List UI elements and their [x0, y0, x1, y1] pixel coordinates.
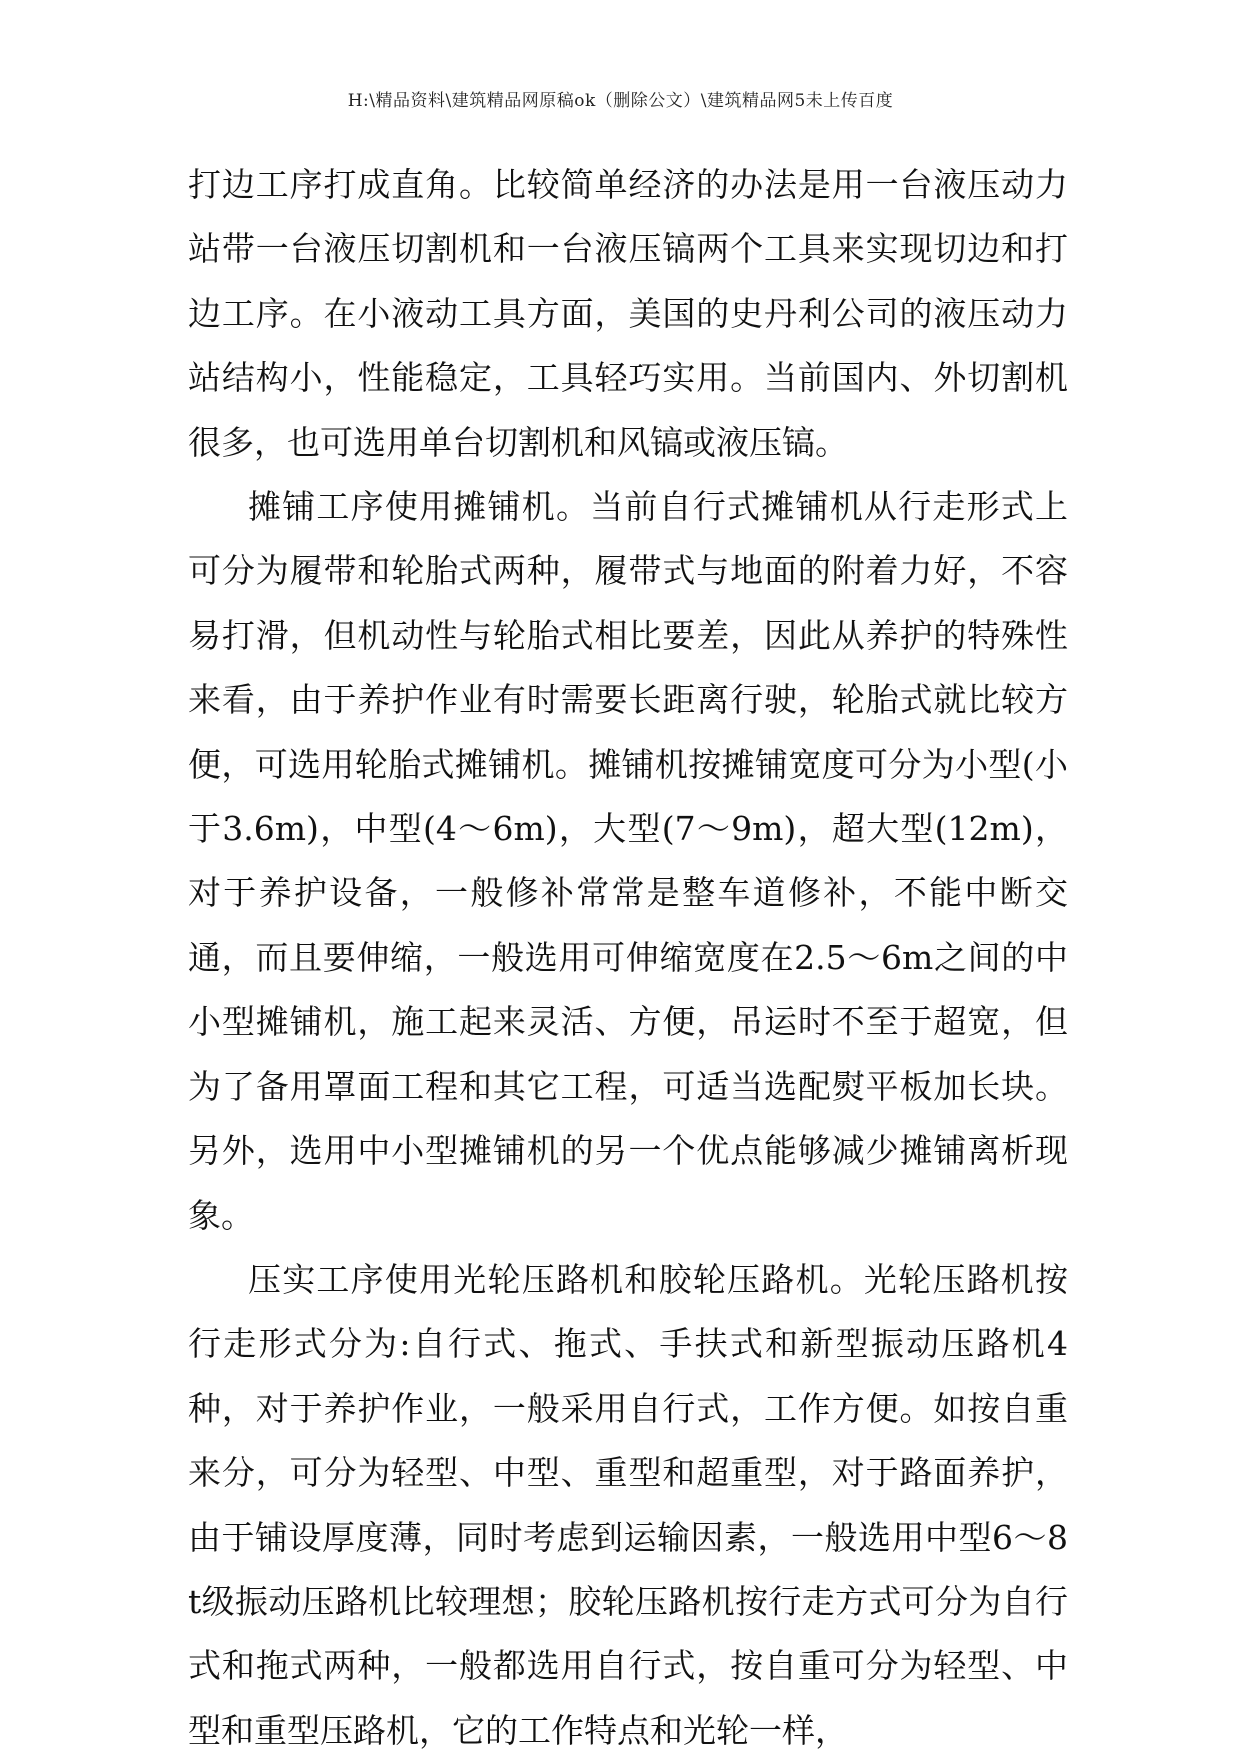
paragraph-paving: 摊铺工序使用摊铺机。当前自行式摊铺机从行走形式上可分为履带和轮胎式两种，履带式与地面的附着力好，不容易打滑，但机动性与轮胎式相比要差，因此从养护的特殊性来看，由于养护作业有时需要长距离行驶，轮胎式就比较方便，可选用轮胎式摊铺机。摊铺机按摊铺宽度可分为小型(小于3.6m)，中型(4～6m)，大型(7～9m)，超大型(12m)，对于养护设备，一般修补常常是整车道修补，不能中断交通，而且要伸缩，一般选用可伸缩宽度在2.5～6m之间的中小型摊铺机，施工起来灵活、方便，吊运时不至于超宽，但为了备用罩面工程和其它工程，可适当选配熨平板加长块。另外，选用中小型摊铺机的另一个优点能够减少摊铺离析现象。	[188, 487, 1068, 1235]
paragraph-compaction: 压实工序使用光轮压路机和胶轮压路机。光轮压路机按行走形式分为:自行式、拖式、手扶式和新型振动压路机4种，对于养护作业，一般采用自行式，工作方便。如按自重来分，可分为轻型、中型、重型和超重型，对于路面养护，由于铺设厚度薄，同时考虑到运输因素，一般选用中型6～8t级振动压路机比较理想；胶轮压路机按行走方式可分为自行式和拖式两种，一般都选用自行式，按自重可分为轻型、中型和重型压路机，它的工作特点和光轮一样，	[188, 1259, 1068, 1750]
paragraph-cutting-edges: 打边工序打成直角。比较简单经济的办法是用一台液压动力站带一台液压切割机和一台液压镐两个工具来实现切边和打边工序。在小液动工具方面，美国的史丹利公司的液压动力站结构小，性能稳定，工具轻巧实用。当前国内、外切割机很多，也可选用单台切割机和风镐或液压镐。	[188, 165, 1068, 462]
file-path-header: H:\精品资料\建筑精品网原稿ok（删除公文）\建筑精品网5未上传百度	[347, 91, 894, 111]
document-body	[188, 153, 1068, 1763]
